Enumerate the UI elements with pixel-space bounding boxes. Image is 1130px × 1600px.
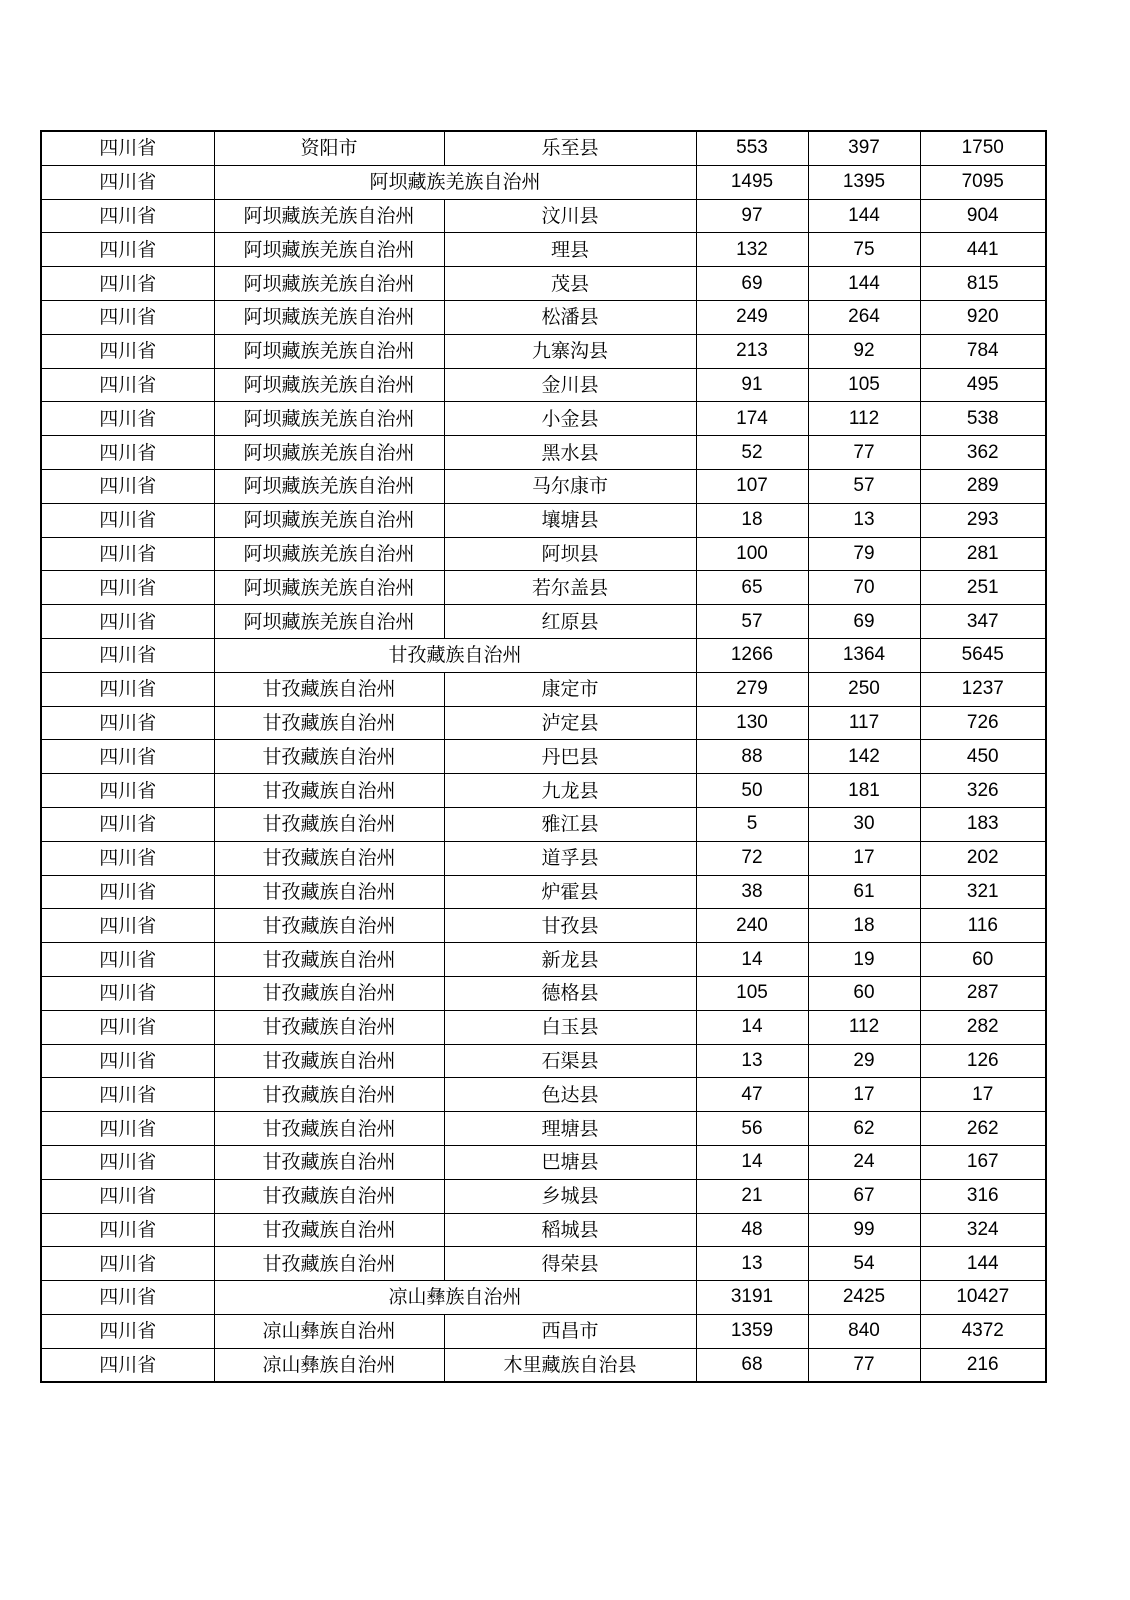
table-body — [41, 131, 1046, 1382]
province-cell: 四川省 — [41, 267, 214, 301]
table-row — [41, 1078, 1046, 1112]
value-cell-1: 130 — [696, 706, 808, 740]
city-cell: 资阳市 — [214, 131, 444, 165]
table-row — [41, 807, 1046, 841]
value-cell-3: 126 — [920, 1044, 1046, 1078]
city-cell: 甘孜藏族自治州 — [214, 1247, 444, 1281]
value-cell-2: 24 — [808, 1145, 920, 1179]
table-row — [41, 402, 1046, 436]
province-cell: 四川省 — [41, 976, 214, 1010]
city-cell: 甘孜藏族自治州 — [214, 774, 444, 808]
city-cell: 甘孜藏族自治州 — [214, 672, 444, 706]
value-cell-1: 553 — [696, 131, 808, 165]
city-cell: 甘孜藏族自治州 — [214, 1112, 444, 1146]
province-cell: 四川省 — [41, 1010, 214, 1044]
value-cell-3: 815 — [920, 267, 1046, 301]
value-cell-2: 62 — [808, 1112, 920, 1146]
value-cell-1: 13 — [696, 1247, 808, 1281]
county-cell: 九龙县 — [444, 774, 696, 808]
province-cell: 四川省 — [41, 605, 214, 639]
value-cell-2: 92 — [808, 334, 920, 368]
county-cell: 金川县 — [444, 368, 696, 402]
county-cell: 黑水县 — [444, 436, 696, 470]
table-row — [41, 537, 1046, 571]
province-cell: 四川省 — [41, 841, 214, 875]
province-cell: 四川省 — [41, 943, 214, 977]
value-cell-1: 50 — [696, 774, 808, 808]
value-cell-1: 279 — [696, 672, 808, 706]
value-cell-3: 202 — [920, 841, 1046, 875]
value-cell-1: 105 — [696, 976, 808, 1010]
value-cell-1: 65 — [696, 571, 808, 605]
value-cell-1: 57 — [696, 605, 808, 639]
value-cell-1: 13 — [696, 1044, 808, 1078]
city-cell: 甘孜藏族自治州 — [214, 807, 444, 841]
value-cell-3: 784 — [920, 334, 1046, 368]
city-cell: 阿坝藏族羌族自治州 — [214, 605, 444, 639]
value-cell-1: 14 — [696, 943, 808, 977]
city-cell: 阿坝藏族羌族自治州 — [214, 537, 444, 571]
value-cell-3: 1750 — [920, 131, 1046, 165]
value-cell-1: 100 — [696, 537, 808, 571]
province-cell: 四川省 — [41, 300, 214, 334]
value-cell-2: 17 — [808, 841, 920, 875]
value-cell-2: 77 — [808, 436, 920, 470]
value-cell-2: 57 — [808, 469, 920, 503]
value-cell-1: 52 — [696, 436, 808, 470]
province-cell: 四川省 — [41, 334, 214, 368]
value-cell-1: 3191 — [696, 1281, 808, 1315]
province-cell: 四川省 — [41, 571, 214, 605]
county-cell: 新龙县 — [444, 943, 696, 977]
table-row — [41, 267, 1046, 301]
value-cell-3: 347 — [920, 605, 1046, 639]
province-cell: 四川省 — [41, 1044, 214, 1078]
county-cell: 九寨沟县 — [444, 334, 696, 368]
city-cell: 甘孜藏族自治州 — [214, 909, 444, 943]
table-row — [41, 131, 1046, 165]
value-cell-1: 1495 — [696, 165, 808, 199]
value-cell-1: 72 — [696, 841, 808, 875]
value-cell-3: 144 — [920, 1247, 1046, 1281]
province-cell: 四川省 — [41, 436, 214, 470]
county-cell: 得荣县 — [444, 1247, 696, 1281]
table-row — [41, 909, 1046, 943]
value-cell-2: 17 — [808, 1078, 920, 1112]
value-cell-2: 79 — [808, 537, 920, 571]
county-cell: 康定市 — [444, 672, 696, 706]
prefecture-total-cell: 甘孜藏族自治州 — [214, 638, 696, 672]
data-table — [40, 130, 1047, 1383]
value-cell-2: 142 — [808, 740, 920, 774]
value-cell-2: 61 — [808, 875, 920, 909]
value-cell-3: 450 — [920, 740, 1046, 774]
value-cell-3: 904 — [920, 199, 1046, 233]
value-cell-3: 495 — [920, 368, 1046, 402]
value-cell-3: 251 — [920, 571, 1046, 605]
province-cell: 四川省 — [41, 909, 214, 943]
value-cell-1: 1266 — [696, 638, 808, 672]
city-cell: 甘孜藏族自治州 — [214, 1179, 444, 1213]
prefecture-total-cell: 凉山彝族自治州 — [214, 1281, 696, 1315]
province-cell: 四川省 — [41, 1247, 214, 1281]
value-cell-1: 88 — [696, 740, 808, 774]
county-cell: 若尔盖县 — [444, 571, 696, 605]
table-row — [41, 943, 1046, 977]
value-cell-2: 70 — [808, 571, 920, 605]
city-cell: 阿坝藏族羌族自治州 — [214, 469, 444, 503]
county-cell: 小金县 — [444, 402, 696, 436]
value-cell-3: 538 — [920, 402, 1046, 436]
province-cell: 四川省 — [41, 233, 214, 267]
county-cell: 茂县 — [444, 267, 696, 301]
city-cell: 阿坝藏族羌族自治州 — [214, 267, 444, 301]
value-cell-3: 441 — [920, 233, 1046, 267]
city-cell: 甘孜藏族自治州 — [214, 1213, 444, 1247]
table-row — [41, 368, 1046, 402]
table-row — [41, 706, 1046, 740]
table-row — [41, 1010, 1046, 1044]
province-cell: 四川省 — [41, 1213, 214, 1247]
table-row — [41, 503, 1046, 537]
value-cell-3: 116 — [920, 909, 1046, 943]
value-cell-3: 293 — [920, 503, 1046, 537]
city-cell: 阿坝藏族羌族自治州 — [214, 300, 444, 334]
value-cell-3: 920 — [920, 300, 1046, 334]
value-cell-1: 1359 — [696, 1314, 808, 1348]
province-cell: 四川省 — [41, 672, 214, 706]
value-cell-3: 10427 — [920, 1281, 1046, 1315]
province-cell: 四川省 — [41, 199, 214, 233]
value-cell-3: 5645 — [920, 638, 1046, 672]
county-cell: 德格县 — [444, 976, 696, 1010]
value-cell-3: 216 — [920, 1348, 1046, 1382]
city-cell: 甘孜藏族自治州 — [214, 875, 444, 909]
city-cell: 阿坝藏族羌族自治州 — [214, 402, 444, 436]
province-cell: 四川省 — [41, 1112, 214, 1146]
table-row — [41, 1348, 1046, 1382]
county-cell: 马尔康市 — [444, 469, 696, 503]
province-cell: 四川省 — [41, 131, 214, 165]
value-cell-2: 29 — [808, 1044, 920, 1078]
value-cell-1: 213 — [696, 334, 808, 368]
province-cell: 四川省 — [41, 706, 214, 740]
table-row — [41, 1145, 1046, 1179]
value-cell-2: 1395 — [808, 165, 920, 199]
table-row — [41, 638, 1046, 672]
value-cell-1: 91 — [696, 368, 808, 402]
county-cell: 乡城县 — [444, 1179, 696, 1213]
value-cell-2: 397 — [808, 131, 920, 165]
value-cell-1: 249 — [696, 300, 808, 334]
county-cell: 丹巴县 — [444, 740, 696, 774]
value-cell-3: 326 — [920, 774, 1046, 808]
value-cell-3: 4372 — [920, 1314, 1046, 1348]
value-cell-3: 183 — [920, 807, 1046, 841]
city-cell: 甘孜藏族自治州 — [214, 1145, 444, 1179]
value-cell-3: 316 — [920, 1179, 1046, 1213]
value-cell-2: 30 — [808, 807, 920, 841]
value-cell-2: 105 — [808, 368, 920, 402]
city-cell: 甘孜藏族自治州 — [214, 1078, 444, 1112]
city-cell: 凉山彝族自治州 — [214, 1348, 444, 1382]
county-cell: 雅江县 — [444, 807, 696, 841]
county-cell: 色达县 — [444, 1078, 696, 1112]
value-cell-2: 19 — [808, 943, 920, 977]
value-cell-2: 144 — [808, 199, 920, 233]
county-cell: 白玉县 — [444, 1010, 696, 1044]
province-cell: 四川省 — [41, 1348, 214, 1382]
province-cell: 四川省 — [41, 638, 214, 672]
value-cell-2: 112 — [808, 402, 920, 436]
city-cell: 阿坝藏族羌族自治州 — [214, 233, 444, 267]
county-cell: 稻城县 — [444, 1213, 696, 1247]
table-row — [41, 165, 1046, 199]
value-cell-2: 54 — [808, 1247, 920, 1281]
province-cell: 四川省 — [41, 469, 214, 503]
province-cell: 四川省 — [41, 165, 214, 199]
value-cell-1: 48 — [696, 1213, 808, 1247]
table-row — [41, 1179, 1046, 1213]
county-cell: 泸定县 — [444, 706, 696, 740]
county-cell: 炉霍县 — [444, 875, 696, 909]
county-cell: 红原县 — [444, 605, 696, 639]
value-cell-1: 69 — [696, 267, 808, 301]
value-cell-1: 14 — [696, 1010, 808, 1044]
province-cell: 四川省 — [41, 807, 214, 841]
city-cell: 阿坝藏族羌族自治州 — [214, 436, 444, 470]
value-cell-3: 60 — [920, 943, 1046, 977]
value-cell-3: 289 — [920, 469, 1046, 503]
city-cell: 甘孜藏族自治州 — [214, 1044, 444, 1078]
value-cell-1: 14 — [696, 1145, 808, 1179]
value-cell-2: 18 — [808, 909, 920, 943]
prefecture-total-cell: 阿坝藏族羌族自治州 — [214, 165, 696, 199]
value-cell-2: 77 — [808, 1348, 920, 1382]
city-cell: 甘孜藏族自治州 — [214, 841, 444, 875]
value-cell-3: 281 — [920, 537, 1046, 571]
value-cell-2: 99 — [808, 1213, 920, 1247]
value-cell-2: 264 — [808, 300, 920, 334]
table-row — [41, 436, 1046, 470]
province-cell: 四川省 — [41, 537, 214, 571]
value-cell-3: 7095 — [920, 165, 1046, 199]
city-cell: 阿坝藏族羌族自治州 — [214, 199, 444, 233]
table-row — [41, 841, 1046, 875]
table-row — [41, 976, 1046, 1010]
value-cell-2: 75 — [808, 233, 920, 267]
county-cell: 道孚县 — [444, 841, 696, 875]
value-cell-1: 68 — [696, 1348, 808, 1382]
table-row — [41, 740, 1046, 774]
table-row — [41, 233, 1046, 267]
county-cell: 木里藏族自治县 — [444, 1348, 696, 1382]
value-cell-2: 67 — [808, 1179, 920, 1213]
value-cell-2: 13 — [808, 503, 920, 537]
table-row — [41, 774, 1046, 808]
value-cell-3: 287 — [920, 976, 1046, 1010]
table-row — [41, 571, 1046, 605]
province-cell: 四川省 — [41, 1314, 214, 1348]
county-cell: 石渠县 — [444, 1044, 696, 1078]
county-cell: 阿坝县 — [444, 537, 696, 571]
city-cell: 甘孜藏族自治州 — [214, 943, 444, 977]
city-cell: 阿坝藏族羌族自治州 — [214, 334, 444, 368]
county-cell: 乐至县 — [444, 131, 696, 165]
table-row — [41, 875, 1046, 909]
value-cell-3: 726 — [920, 706, 1046, 740]
province-cell: 四川省 — [41, 1145, 214, 1179]
county-cell: 松潘县 — [444, 300, 696, 334]
value-cell-2: 117 — [808, 706, 920, 740]
value-cell-2: 144 — [808, 267, 920, 301]
province-cell: 四川省 — [41, 1179, 214, 1213]
value-cell-3: 282 — [920, 1010, 1046, 1044]
city-cell: 阿坝藏族羌族自治州 — [214, 571, 444, 605]
value-cell-3: 167 — [920, 1145, 1046, 1179]
table-row — [41, 672, 1046, 706]
city-cell: 甘孜藏族自治州 — [214, 740, 444, 774]
value-cell-1: 174 — [696, 402, 808, 436]
province-cell: 四川省 — [41, 774, 214, 808]
city-cell: 凉山彝族自治州 — [214, 1314, 444, 1348]
city-cell: 甘孜藏族自治州 — [214, 976, 444, 1010]
value-cell-2: 69 — [808, 605, 920, 639]
value-cell-2: 840 — [808, 1314, 920, 1348]
city-cell: 甘孜藏族自治州 — [214, 706, 444, 740]
value-cell-1: 38 — [696, 875, 808, 909]
value-cell-1: 18 — [696, 503, 808, 537]
value-cell-3: 262 — [920, 1112, 1046, 1146]
province-cell: 四川省 — [41, 1281, 214, 1315]
value-cell-1: 132 — [696, 233, 808, 267]
table-row — [41, 1314, 1046, 1348]
value-cell-3: 324 — [920, 1213, 1046, 1247]
value-cell-2: 1364 — [808, 638, 920, 672]
value-cell-1: 240 — [696, 909, 808, 943]
value-cell-1: 56 — [696, 1112, 808, 1146]
value-cell-1: 47 — [696, 1078, 808, 1112]
value-cell-1: 21 — [696, 1179, 808, 1213]
value-cell-2: 250 — [808, 672, 920, 706]
table-row — [41, 1112, 1046, 1146]
table-row — [41, 300, 1046, 334]
table-row — [41, 1247, 1046, 1281]
table-row — [41, 334, 1046, 368]
city-cell: 阿坝藏族羌族自治州 — [214, 368, 444, 402]
value-cell-3: 17 — [920, 1078, 1046, 1112]
province-cell: 四川省 — [41, 1078, 214, 1112]
value-cell-3: 1237 — [920, 672, 1046, 706]
table-row — [41, 469, 1046, 503]
province-cell: 四川省 — [41, 368, 214, 402]
value-cell-2: 112 — [808, 1010, 920, 1044]
county-cell: 理塘县 — [444, 1112, 696, 1146]
county-cell: 壤塘县 — [444, 503, 696, 537]
table-row — [41, 1044, 1046, 1078]
city-cell: 甘孜藏族自治州 — [214, 1010, 444, 1044]
province-cell: 四川省 — [41, 503, 214, 537]
value-cell-3: 362 — [920, 436, 1046, 470]
value-cell-1: 97 — [696, 199, 808, 233]
county-cell: 西昌市 — [444, 1314, 696, 1348]
city-cell: 阿坝藏族羌族自治州 — [214, 503, 444, 537]
province-cell: 四川省 — [41, 875, 214, 909]
value-cell-3: 321 — [920, 875, 1046, 909]
county-cell: 甘孜县 — [444, 909, 696, 943]
value-cell-1: 107 — [696, 469, 808, 503]
value-cell-2: 2425 — [808, 1281, 920, 1315]
province-cell: 四川省 — [41, 740, 214, 774]
county-cell: 汶川县 — [444, 199, 696, 233]
table-row — [41, 605, 1046, 639]
table-row — [41, 1213, 1046, 1247]
province-cell: 四川省 — [41, 402, 214, 436]
table-row — [41, 199, 1046, 233]
value-cell-2: 181 — [808, 774, 920, 808]
table-row — [41, 1281, 1046, 1315]
value-cell-2: 60 — [808, 976, 920, 1010]
county-cell: 理县 — [444, 233, 696, 267]
value-cell-1: 5 — [696, 807, 808, 841]
county-cell: 巴塘县 — [444, 1145, 696, 1179]
